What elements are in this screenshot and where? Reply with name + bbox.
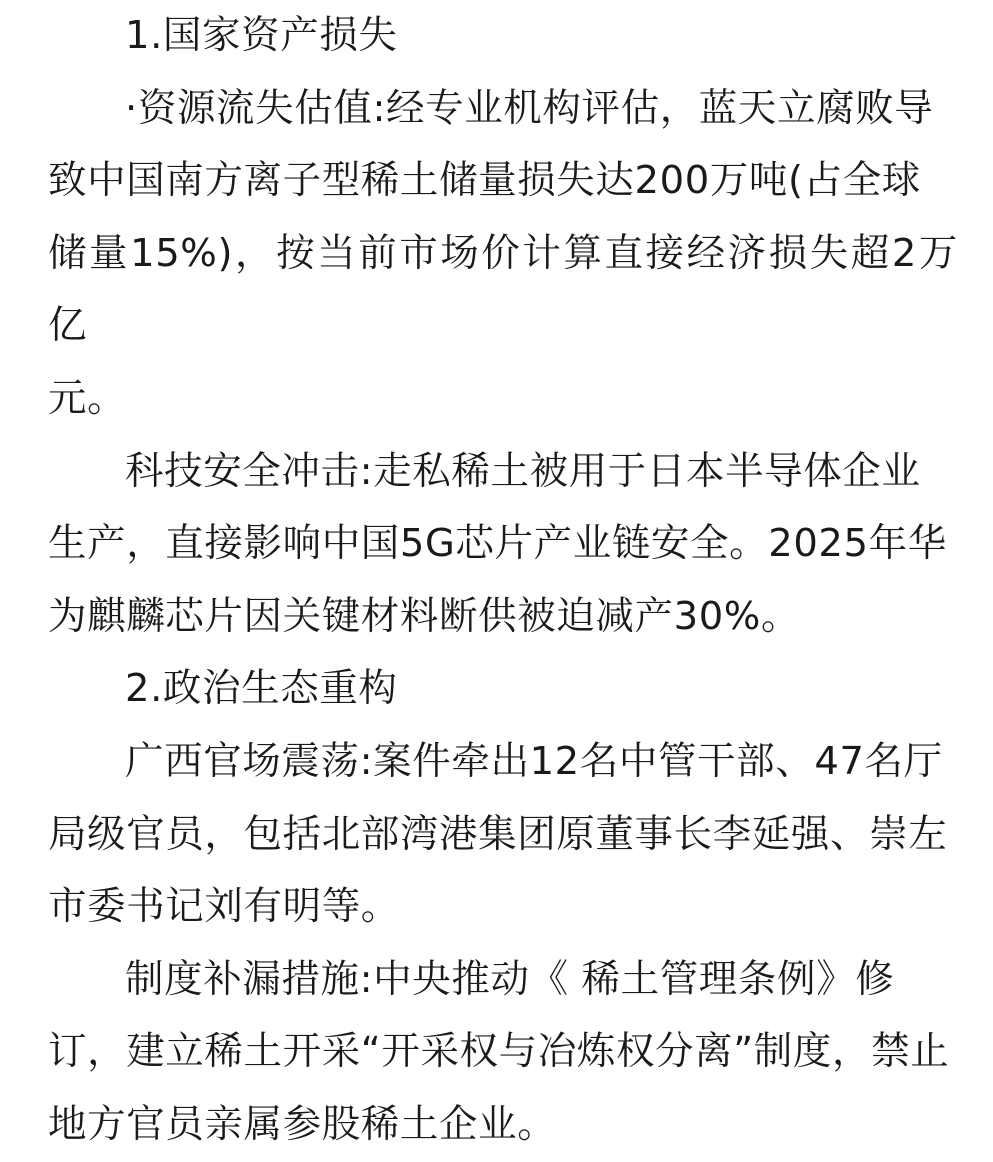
heading-text: 1.国家资产损失	[125, 13, 398, 58]
paragraph-institutional-fix	[48, 944, 958, 1162]
text-line: 地方官员亲属参股稀土企业。	[48, 1101, 557, 1147]
text-line: 广西官场震荡:案件牵出12名中管干部、47名厅	[125, 738, 943, 784]
section-political-restructure	[48, 653, 958, 1161]
text-line: 储量15%)，按当前市场价计算直接经济损失超2万亿	[48, 230, 958, 349]
document-body	[48, 0, 958, 1162]
text-line: 生产，直接影响中国5G芯片产业链安全。2025年华	[48, 521, 947, 567]
section-national-asset-loss	[48, 0, 958, 653]
section-heading	[48, 0, 958, 73]
heading-text: 2.政治生态重构	[125, 666, 398, 712]
paragraph-tech-security	[48, 436, 958, 654]
text-line: 为麒麟芯片因关键材料断供被迫减产30%。	[48, 593, 801, 639]
paragraph-guangxi-officials	[48, 726, 958, 944]
text-line: ·资源流失估值:经专业机构评估，蓝天立腐败导	[125, 85, 934, 131]
text-line: 科技安全冲击:走私稀土被用于日本半导体企业	[125, 448, 921, 494]
paragraph-resource-loss	[48, 73, 958, 436]
section-heading	[48, 653, 958, 726]
text-line: 元。	[48, 375, 127, 421]
text-line: 市委书记刘有明等。	[48, 884, 400, 930]
text-line: 局级官员，包括北部湾港集团原董事长李延强、崇左	[48, 811, 948, 857]
text-line: 制度补漏措施:中央推动《 稀土管理条例》修	[125, 956, 895, 1002]
text-line: 订，建立稀土开采“开采权与冶炼权分离”制度，禁止	[48, 1029, 950, 1075]
text-line: 致中国南方离子型稀土储量损失达200万吨(占全球	[48, 158, 921, 204]
